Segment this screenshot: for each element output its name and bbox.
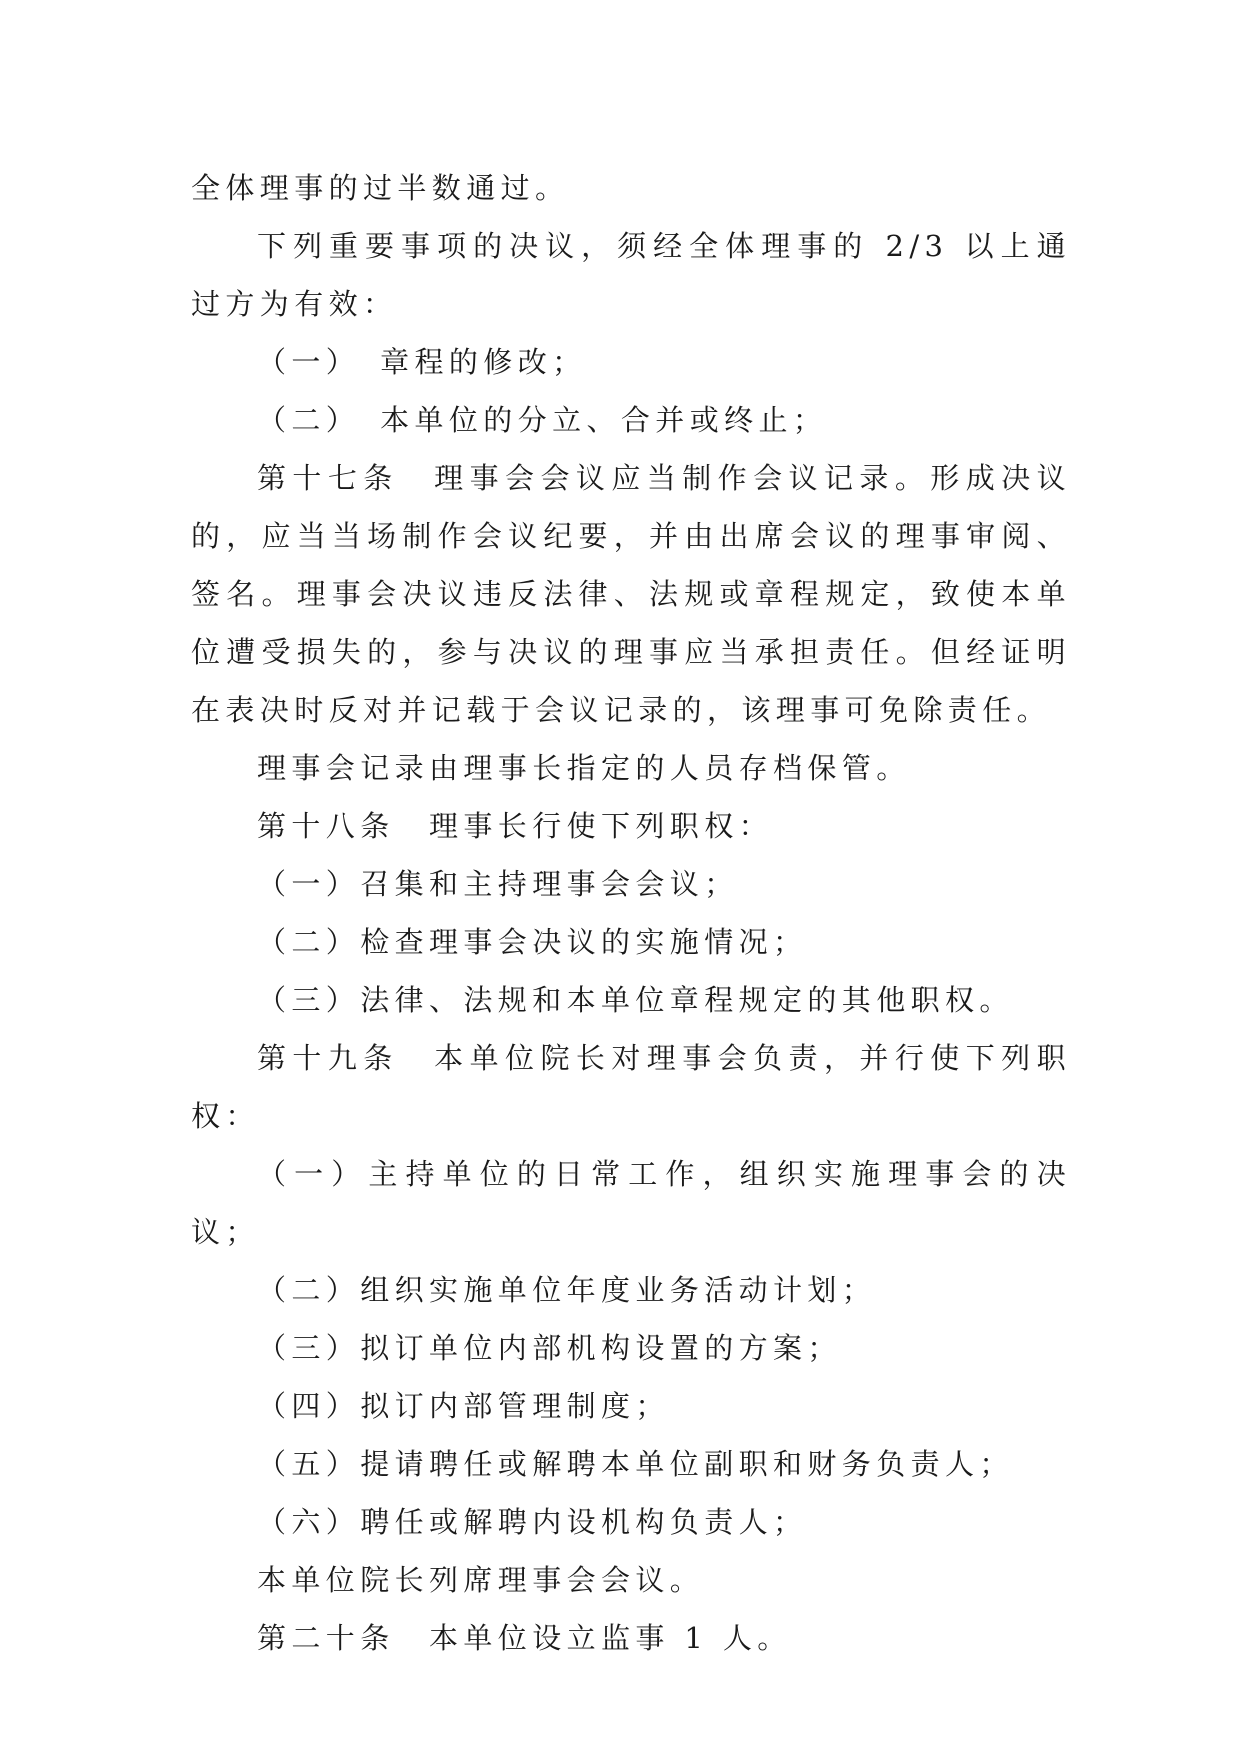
list-item-division-merger: （二） 本单位的分立、合并或终止；	[257, 403, 828, 437]
article-17: 第十七条 理事会会议应当制作会议记录。形成决议的，应当当场制作会议纪要，并由出席会议的理事审阅、签名。理事会决议违反法律、法规或章程规定，致使本单位遭受损失的，参与决议的理事应当承担责任。但经证明在表决时反对并记载于会议记录的，该理事可免除责任。	[191, 461, 1071, 727]
article-20: 第二十条 本单位设立监事 1 人。	[257, 1621, 792, 1655]
document-body	[191, 159, 1071, 1667]
paragraph-major-matters: 下列重要事项的决议，须经全体理事的 2/3 以上通过方为有效：	[191, 229, 1071, 321]
paragraph-continuation: 全体理事的过半数通过。	[191, 171, 570, 205]
list-item-internal-structure: （三）拟订单位内部机构设置的方案；	[257, 1331, 842, 1365]
list-item-appoint-deputies: （五）提请聘任或解聘本单位副职和财务负责人；	[257, 1447, 1014, 1481]
list-item-charter-amendment: （一） 章程的修改；	[257, 345, 587, 379]
list-item-management-system: （四）拟订内部管理制度；	[257, 1389, 670, 1423]
list-item-appoint-heads: （六）聘任或解聘内设机构负责人；	[257, 1505, 808, 1539]
list-item-convene-meetings: （一）召集和主持理事会会议；	[257, 867, 739, 901]
article-18: 第十八条 理事长行使下列职权：	[257, 809, 774, 843]
list-item-other-powers: （三）法律、法规和本单位章程规定的其他职权。	[257, 983, 1014, 1017]
list-item-check-implementation: （二）检查理事会决议的实施情况；	[257, 925, 808, 959]
paragraph-records-custody: 理事会记录由理事长指定的人员存档保管。	[257, 751, 911, 785]
paragraph-director-attends: 本单位院长列席理事会会议。	[257, 1563, 705, 1597]
list-item-annual-plan: （二）组织实施单位年度业务活动计划；	[257, 1273, 877, 1307]
list-item-daily-work: （一）主持单位的日常工作，组织实施理事会的决议；	[191, 1157, 1071, 1249]
article-19: 第十九条 本单位院长对理事会负责，并行使下列职权：	[191, 1041, 1071, 1133]
